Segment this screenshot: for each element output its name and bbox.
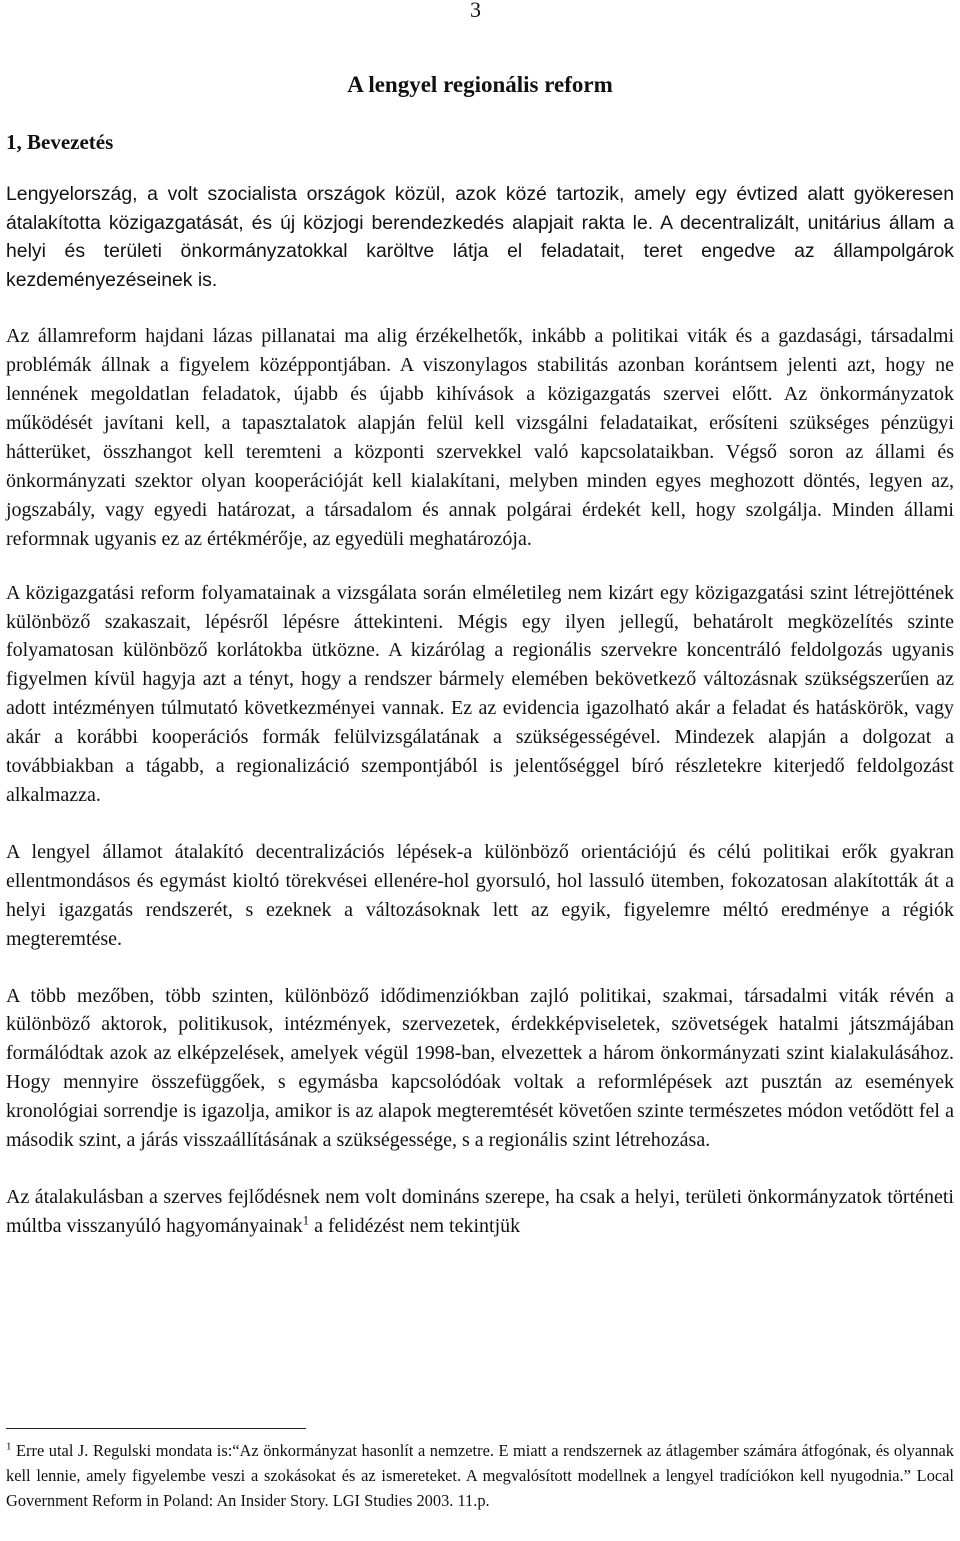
- document-title-text: A lengyel regionális reform: [347, 72, 613, 97]
- page-number: 3: [470, 0, 481, 22]
- paragraph-6-continuation: a felidézést nem tekintjük: [309, 1214, 521, 1237]
- footnote: [6, 1438, 954, 1513]
- section-heading: 1, Bevezetés: [6, 130, 114, 154]
- paragraph-2: Az államreform hajdani lázas pillanatai ma alig érzékelhetők, inkább a politikai viták és a gazdasági, társadalmi problémák állnak a figyelem középpontjában. A viszonylagos stabilitás azonban korántsem jelenti azt, hogy ne lennének megoldatlan feladatok, újabb és újabb kihívások a közigazgatás szervei előtt. Az önkormányzatok működését javítani kell, a tapasztalatok alapján felül kell vizsgálni feladataikat, erősíteni szükséges pénzügyi hátterüket, összhangot kell teremteni a központi szervekkel való kapcsolataikban. Végső soron az állami és önkormányzati szektor olyan kooperációját kell kialakítani, melyben minden egyes meghozott döntés, legyen az, jogszabály, vagy egyedi határozat, a társadalom és annak polgárai érdekét kell, hogy szolgálja. Minden állami reformnak ugyanis ez az értékmérője, az egyedüli meghatározója.: [6, 325, 954, 550]
- footnote-text: Erre utal J. Regulski mondata is:“Az önkormányzat hasonlít a nemzetre. E miatt a rendszernek az átlagember számára átfogónak, és olyannak kell lennie, amely figyelembe veszi a szokásokat és az ismereteket. A megvalósított modellnek a lengyel tradíciókon kell nyugodnia.” Local Government Reform in Poland: An Insider Story. LGI Studies 2003. 11.p.: [6, 1441, 954, 1510]
- document-title: [0, 70, 960, 100]
- paragraph-1: Lengyelország, a volt szocialista országok közül, azok közé tartozik, amely egy évtized alatt gyökeresen átalakította közigazgatását, és új közjogi berendezkedés alapjait rakta le. A decentralizált, unitárius állam a helyi és területi önkormányzatokkal karöltve látja el feladatait, teret engedve az állampolgárok kezdeményezéseinek is.: [6, 183, 954, 291]
- paragraph-3: A közigazgatási reform folyamatainak a vizsgálata során elméletileg nem kizárt egy közigazgatási szint létrejöttének különböző szakaszait, lépésről lépésre áttekinteni. Mégis egy ilyen jellegű, behatárolt megközelítés szinte folyamatosan különböző korlátokba ütközne. A kizárólag a regionális szervekre koncentráló feldolgozás ugyanis figyelmen kívül hagyja azt a tényt, hogy a rendszer bármely elemében bekövetkező változásnak szükségszerűen az adott intézményen túlmutató következményei vannak. Ez az evidencia igazolható akár a feladat és hatáskörök, vagy akár a korábbi kooperációs formák felülvizsgálatának a szükségességével. Mindezek alapján a dolgozat a továbbiakban a tágabb, a regionalizáció szempontjából is jelentőséggel bíró részletekre kiterjedő feldolgozást alkalmazza.: [6, 581, 954, 806]
- paragraph-5: A több mezőben, több szinten, különböző idődimenziókban zajló politikai, szakmai, társadalmi viták révén a különböző aktorok, politikusok, intézmények, szervezetek, érdekképviseletek, szövetségek hatalmi játszmájában formálódtak azok az elképzelések, amelyek végül 1998-ban, elvezettek a három önkormányzati szint kialakulásához. Hogy mennyire összefüggőek, s egymásba kapcsolódóak voltak a reformlépések azt pusztán az események kronológiai sorrendje is igazolja, amikor is az alapok megteremtését követően szinte természetes módon vetődött fel a második szint, a járás visszaállításának a szükségessége, s a regionális szint létrehozása.: [6, 984, 954, 1152]
- paragraph-4: A lengyel államot átalakító decentralizációs lépések-a különböző orientációjú és célú politikai erők gyakran ellentmondásos és egymást kioltó törekvései ellenére-hol gyorsuló, hol lassuló ütemben, fokozatosan alakították át a helyi igazgatás rendszerét, s ezeknek a változásoknak lett az egyik, figyelemre méltó eredménye a régiók megteremtése.: [6, 840, 954, 950]
- body-text: [6, 180, 954, 1241]
- footnote-reference[interactable]: 1: [302, 1212, 310, 1228]
- paragraph-6-text: Az átalakulásban a szerves fejlődésnek nem volt domináns szerepe, ha csak a helyi, területi önkormányzatok történeti múltba visszanyúló hagyományainak: [6, 1185, 954, 1237]
- paragraph-6: [6, 1183, 954, 1241]
- footnote-separator: [6, 1428, 306, 1429]
- footnote-marker: 1: [6, 1440, 12, 1453]
